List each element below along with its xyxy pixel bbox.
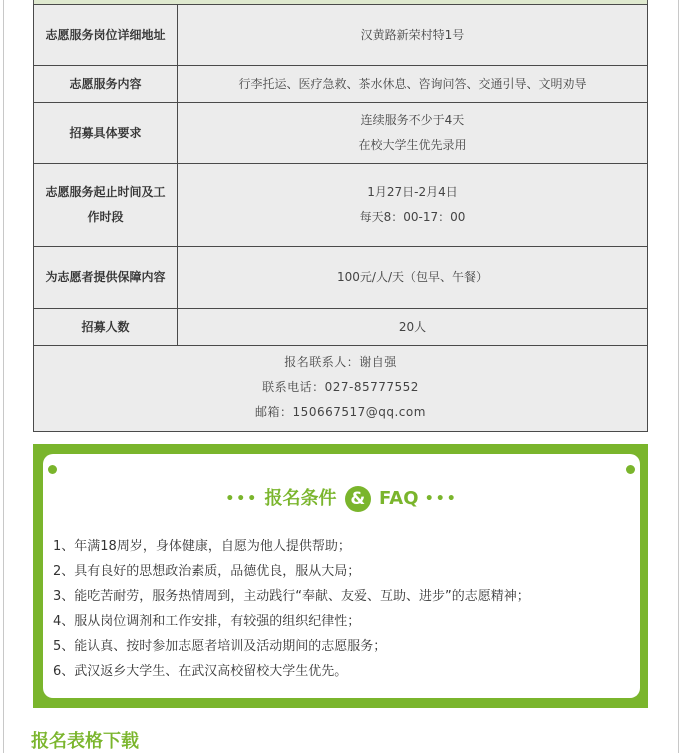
faq-heading bbox=[43, 484, 640, 514]
value-line: 100元/人/天（包早、午餐） bbox=[337, 270, 488, 284]
list-item: 3、能吃苦耐劳，服务热情周到，主动践行“奉献、友爱、互助、进步”的志愿精神； bbox=[53, 589, 530, 604]
table-row bbox=[34, 247, 648, 309]
faq-heading-conditions: 报名条件 bbox=[264, 488, 337, 509]
value-line: 1月27日-2月4日 bbox=[367, 185, 458, 199]
value-line: 在校大学生优先录用 bbox=[358, 138, 467, 152]
contact-phone: 联系电话：027-85777552 bbox=[262, 380, 419, 394]
row-label-time: 志愿服务起止时间及工作时段 bbox=[34, 164, 178, 247]
table-row bbox=[34, 103, 648, 164]
corner-dot-icon bbox=[48, 465, 57, 474]
table-row bbox=[34, 164, 648, 247]
recruitment-info-table bbox=[33, 4, 648, 432]
value-line: 20人 bbox=[398, 319, 427, 334]
row-value-address bbox=[178, 5, 648, 66]
list-item: 4、服从岗位调剂和工作安排，有较强的组织纪律性； bbox=[53, 614, 361, 629]
table-row bbox=[34, 66, 648, 103]
value-line: 行李托运、医疗急救、茶水休息、咨询问答、交通引导、文明劝导 bbox=[238, 76, 587, 91]
value-line: 汉黄路新荣村特1号 bbox=[360, 27, 465, 42]
row-label-headcount: 招募人数 bbox=[34, 309, 178, 346]
row-value-headcount bbox=[178, 309, 648, 346]
table-row bbox=[34, 5, 648, 66]
row-value-time bbox=[178, 164, 648, 247]
value-line: 每天8：00-17：00 bbox=[359, 210, 466, 224]
decorative-dots-icon: ••• bbox=[225, 491, 259, 507]
row-label-content: 志愿服务内容 bbox=[34, 66, 178, 103]
row-label-address: 志愿服务岗位详细地址 bbox=[34, 5, 178, 66]
row-label-requirements: 招募具体要求 bbox=[34, 103, 178, 164]
row-value-requirements bbox=[178, 103, 648, 164]
row-label-support: 为志愿者提供保障内容 bbox=[34, 247, 178, 309]
list-item: 2、具有良好的思想政治素质，品德优良，服从大局； bbox=[53, 564, 361, 579]
table-row bbox=[34, 309, 648, 346]
row-value-support bbox=[178, 247, 648, 309]
page-frame-left bbox=[3, 0, 4, 753]
download-section-title: 报名表格下载 bbox=[31, 731, 139, 752]
list-item: 1、年满18周岁，身体健康，自愿为他人提供帮助； bbox=[53, 539, 351, 554]
decorative-dots-icon: ••• bbox=[424, 491, 458, 507]
page-frame-right bbox=[678, 0, 679, 753]
contact-person: 报名联系人：谢自强 bbox=[284, 355, 397, 369]
faq-section bbox=[33, 444, 648, 708]
value-line: 连续服务不少于4天 bbox=[360, 113, 465, 127]
contact-email[interactable]: 邮箱：150667517@qq.com bbox=[255, 405, 426, 419]
faq-list bbox=[53, 534, 630, 684]
ampersand-badge: & bbox=[345, 486, 371, 512]
faq-heading-faq: FAQ bbox=[379, 488, 419, 509]
corner-dot-icon bbox=[626, 465, 635, 474]
table-row-contact bbox=[34, 346, 648, 432]
faq-card bbox=[43, 454, 640, 698]
contact-cell bbox=[34, 346, 648, 432]
row-value-content bbox=[178, 66, 648, 103]
list-item: 6、武汉返乡大学生、在武汉高校留校大学生优先。 bbox=[53, 664, 348, 679]
list-item: 5、能认真、按时参加志愿者培训及活动期间的志愿服务； bbox=[53, 639, 387, 654]
